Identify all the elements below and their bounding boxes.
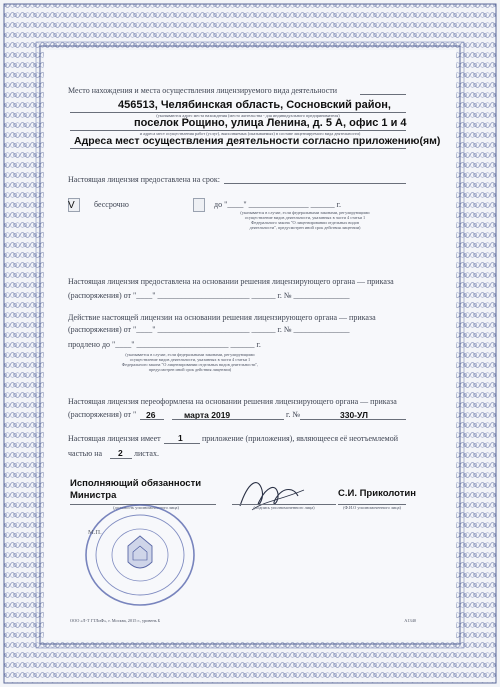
stamp-place-label: М.П. <box>88 529 102 536</box>
indefinite-option: бессрочно <box>94 200 129 209</box>
term-label-line <box>224 183 406 184</box>
indefinite-check-mark: V <box>68 200 75 211</box>
pages-count-line <box>110 458 132 459</box>
basis-decision-label: Настоящая лицензия предоставлена на основании решения лицензирующего органа — приказа <box>68 277 394 286</box>
address-line-2: поселок Рощино, улица Ленина, д. 5 А, офис 1 и 4 <box>134 117 407 129</box>
name-caption: (Ф.И.О уполномоченного лица) <box>343 505 401 510</box>
signer-position-line-1: Исполняющий обязанности <box>70 478 202 489</box>
attachments-count-line <box>164 443 200 444</box>
address-line-3-rule <box>70 148 406 149</box>
extended-until-label: продлено до "____" _______________________ ______ г. <box>68 340 261 349</box>
address-line-1: 456513, Челябинская область, Сосновский район, <box>118 99 391 111</box>
until-date-label: до "____" _______________ ______ г. <box>214 200 341 209</box>
attachments-count: 1 <box>178 433 183 443</box>
reissued-label: Настоящая лицензия переоформлена на основании решения лицензирующего органа — приказа <box>68 397 397 406</box>
address-line-3: Адреса мест осуществления деятельности согласно приложению(ям) <box>74 135 441 147</box>
location-label: Место нахождения и места осуществления лицензируемого вида деятельности <box>68 86 338 95</box>
until-date-note: (указывается в случае, если федеральными законами, регулирующими осуществление видов деятельности, указанных в части 4 статьи 1 Федерального закона "О лицензировании отдельных видов деятельности", предусмотрен иной срок действия лицензии) <box>240 210 370 230</box>
official-seal <box>80 500 200 610</box>
location-label-line <box>360 94 406 95</box>
form-code: А1340 <box>404 618 416 623</box>
reissued-order-label: (распоряжения) от " <box>68 410 137 419</box>
signature-caption: (подпись уполномоченного лица) <box>253 505 315 510</box>
position-caption: (должность уполномоченного лица) <box>113 505 179 510</box>
signer-name: С.И. Приколотин <box>338 488 416 499</box>
pages-label: частью на <box>68 449 103 458</box>
reissued-number-prefix: г. № <box>286 410 301 419</box>
signer-position-line-2: Министра <box>70 490 117 501</box>
pages-suffix: листах. <box>134 449 159 458</box>
attachments-label: Настоящая лицензия имеет <box>68 434 161 443</box>
printer-info: ООО «Л-Т ГТЛиФ», г. Москва, 2015 г., уровень Б <box>70 618 161 623</box>
reissued-number: 330-УЛ <box>340 410 368 420</box>
suspension-order-label: (распоряжения) от "____" _______________________ ______ г. № ______________ <box>68 325 350 334</box>
until-checkbox <box>193 198 205 212</box>
address-note-2: и адреса мест осуществления работ (услуг), выполняемых (оказываемых) в составе лицензируемого вида деятельности) <box>139 131 361 136</box>
reissued-day: 26 <box>146 410 156 420</box>
reissued-month-year: марта 2019 <box>184 410 231 420</box>
address-note-1: (указываются адрес места нахождения (место жительства - для индивидуального предпринимателя) <box>156 113 340 118</box>
extended-note: (указывается в случае, если федеральными законами, регулирующими осуществление видов деятельности, указанных в части 4 статьи 1 Федерального закона "О лицензировании отдельных видов деятельности", предусмотрен иной срок действия лицензии) <box>121 352 259 372</box>
term-label: Настоящая лицензия предоставлена на срок: <box>68 175 220 184</box>
reissued-month-line <box>172 419 284 420</box>
suspension-label: Действие настоящей лицензии на основании решения лицензирующего органа — приказа <box>68 313 376 322</box>
reissued-day-line <box>140 419 164 420</box>
basis-order-label: (распоряжения) от "____" _______________________ ______ г. № ______________ <box>68 291 350 300</box>
pages-count: 2 <box>118 448 123 458</box>
attachments-suffix: приложение (приложения), являющееся её неотъемлемой <box>202 434 398 443</box>
reissued-number-line <box>300 419 406 420</box>
